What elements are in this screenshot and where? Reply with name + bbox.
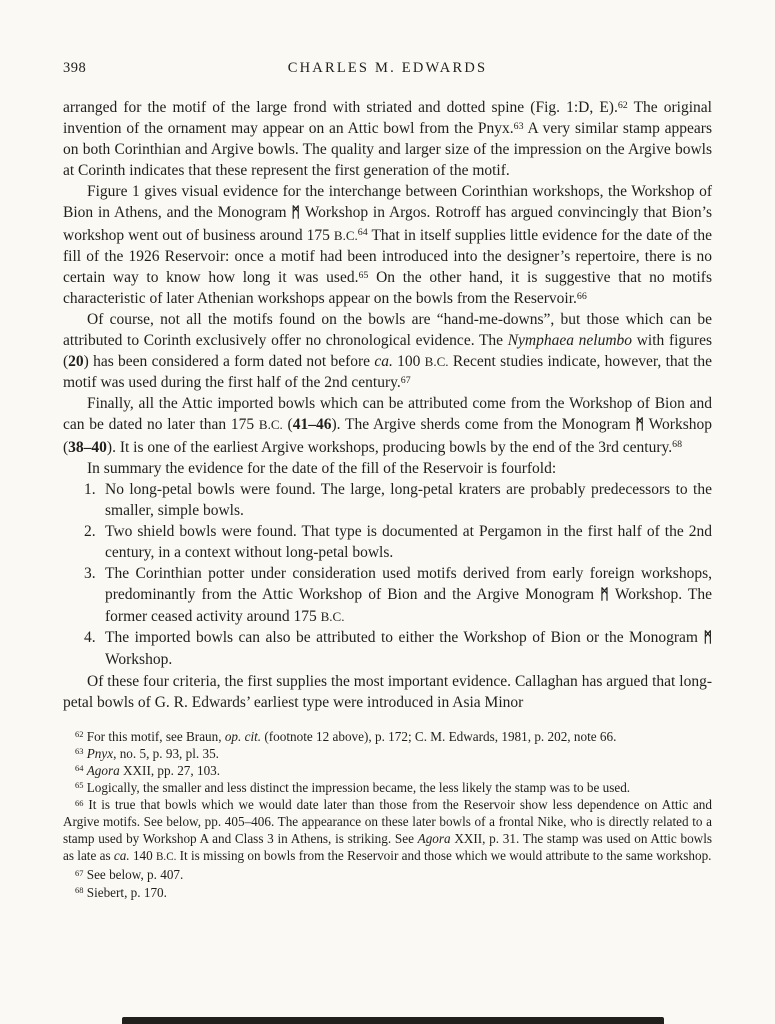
- footnote-65: $^{65}$ Logically, the smaller and less distinct the impression became, the less likely the stamp was to be used.: [75, 780, 631, 795]
- footnote-63: $^{63}$ Pnyx, no. 5, p. 93, pl. 35.: [75, 745, 219, 761]
- paragraph: Of course, not all the motifs found on the bowls are “hand-me-downs”, but those which can be attributed to Corinth exclusively offer no chronological evidence. The Nymphaea nelumbo with figures (20) has been considered a form dated not before ca. 100 B.C. Recent studies indicate, however, that the motif was used during the first half of the 2nd century.$^{67}$: [63, 310, 713, 392]
- paragraph: arranged for the motif of the large frond with striated and dotted spine (Fig. 1:D, E).$^{62}$ The original invention of the ornament may appear on an Attic bowl from the Pnyx.$^{63}$ A very similar stamp appears on both Corinthian and Argive bowls. The quality and larger size of the impression on the Argive bowls at Corinth indicates that these represent the first generation of the motif.: [63, 99, 712, 180]
- monogram-symbol: ᛗ: [600, 587, 609, 604]
- list-item: [84, 627, 712, 670]
- footnote-68: $^{68}$ Siebert, p. 170.: [75, 884, 167, 900]
- monogram-symbol: ᛗ: [703, 630, 712, 647]
- list-number: 3.: [84, 565, 96, 583]
- list-number: 1.: [84, 480, 96, 498]
- list-text: No long-petal bowls were found. The large, long-petal kraters are probably predecessors to the smaller, simple bowls.: [105, 480, 712, 519]
- list-text: The imported bowls can also be attributed to either the Workshop of Bion or the Monogram ᛗ Workshop.: [105, 629, 712, 669]
- footnotes-section: [63, 728, 712, 901]
- monogram-symbol: ᛗ: [635, 417, 644, 434]
- footnote-62: $^{62}$ For this motif, see Braun, op. cit. (footnote 12 above), p. 172; C. M. Edwards, 1981, p. 202, note 66.: [75, 728, 617, 744]
- paragraph: In summary the evidence for the date of the fill of the Reservoir is fourfold:: [87, 459, 557, 477]
- list-number: 2.: [84, 522, 96, 540]
- footnote-66: $^{66}$ It is true that bowls which we would date later than those from the Reservoir show less dependence on Attic and Argive motifs. See below, pp. 405–406. The appearance on these later bowls of a frontal Nike, who is directly related to a stamp used by Workshop A and Class 3 in Athens, is striking. See Agora XXII, p. 31. The stamp was used on Attic bowls as late as ca. 140 B.C. It is missing on bowls from the Reservoir and those which we would attribute to the same workshop.: [63, 797, 712, 864]
- monogram-symbol: ᛗ: [291, 205, 300, 222]
- list-item: [84, 479, 712, 521]
- list-item: [84, 521, 712, 563]
- scan-edge-artifact: [122, 1017, 664, 1024]
- page-header: [63, 60, 712, 79]
- page-number: 398: [63, 60, 87, 76]
- running-head: CHARLES M. EDWARDS: [287, 60, 488, 76]
- paragraph: Figure 1 gives visual evidence for the interchange between Corinthian workshops, the Workshop of Bion in Athens, and the Monogram ᛗ Workshop in Argos. Rotroff has argued convincingly that Bion’s workshop went out of business around 175 B.C.$^{64}$ That in itself supplies little evidence for the date of the fill of the 1926 Reservoir: once a motif had been introduced into the designer’s repertoire, there is no certain way to know how long it was used.$^{65}$ On the other hand, it is suggestive that no motifs characteristic of later Athenian workshops appear on the bowls from the Reservoir.$^{66}$: [63, 183, 713, 307]
- summary-list: [63, 479, 712, 671]
- article-body: [63, 97, 712, 713]
- list-number: 4.: [84, 629, 96, 647]
- list-text: Two shield bowls were found. That type is documented at Pergamon in the first half of the 2nd century, in a context without long-petal bowls.: [105, 522, 712, 561]
- paragraph: Of these four criteria, the first supplies the most important evidence. Callaghan has argued that long-petal bowls of G. R. Edwards’ earliest type were introduced in Asia Minor: [63, 672, 712, 711]
- footnote-67: $^{67}$ See below, p. 407.: [75, 867, 184, 883]
- paragraph: Finally, all the Attic imported bowls which can be attributed come from the Workshop of Bion and can be dated no later than 175 B.C. (41–46). The Argive sherds come from the Monogram ᛗ Workshop (38–40). It is one of the earliest Argive workshops, producing bowls by the end of the 3rd century.$^{68}$: [63, 395, 712, 456]
- list-text: The Corinthian potter under consideration used motifs derived from early foreign workshops, predominantly from the Attic Workshop of Bion and the Argive Monogram ᛗ Workshop. The former ceased activity around 175 B.C.: [105, 565, 713, 626]
- footnote-64: $^{64}$ Agora XXII, pp. 27, 103.: [75, 762, 221, 778]
- list-item: [84, 563, 712, 627]
